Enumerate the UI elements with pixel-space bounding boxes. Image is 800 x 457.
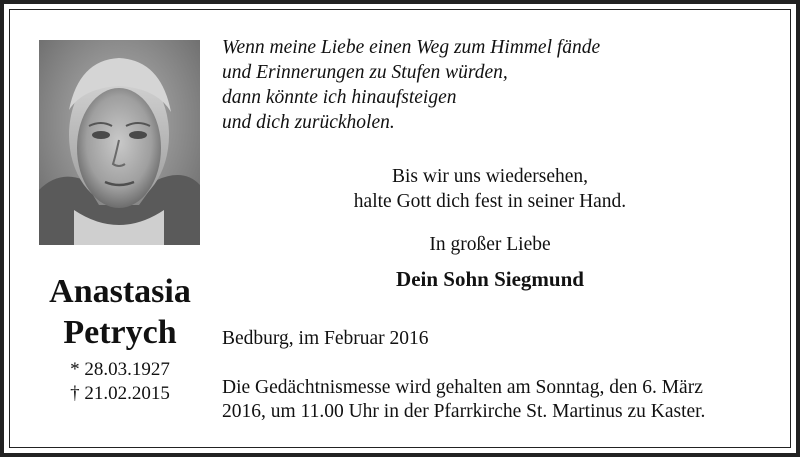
deceased-last-name: Petrych bbox=[63, 314, 177, 351]
signature: Dein Sohn Siegmund bbox=[396, 267, 584, 291]
poem bbox=[222, 35, 600, 135]
portrait-photo bbox=[39, 40, 200, 245]
death-date: † 21.02.2015 bbox=[70, 383, 170, 404]
deceased-first-name: Anastasia bbox=[49, 273, 191, 310]
greeting: In großer Liebe bbox=[429, 234, 551, 255]
verse-line: halte Gott dich fest in seiner Hand. bbox=[353, 191, 627, 212]
poem-line: dann könnte ich hinaufsteigen bbox=[222, 87, 457, 108]
mass-notice bbox=[222, 376, 705, 424]
poem-line: und dich zurückholen. bbox=[222, 112, 395, 133]
portrait-image bbox=[39, 40, 200, 245]
place-date: Bedburg, im Februar 2016 bbox=[222, 328, 429, 349]
notice-line: Die Gedächtnismesse wird gehalten am Sonntag, den 6. März bbox=[222, 377, 703, 398]
birth-date: * 28.03.1927 bbox=[70, 359, 170, 380]
verse bbox=[290, 164, 690, 214]
notice-line: 2016, um 11.00 Uhr in der Pfarrkirche St. Martinus zu Kaster. bbox=[222, 401, 706, 422]
poem-line: und Erinnerungen zu Stufen würden, bbox=[222, 62, 508, 83]
poem-line: Wenn meine Liebe einen Weg zum Himmel fände bbox=[222, 37, 601, 58]
verse-line: Bis wir uns wiedersehen, bbox=[391, 166, 589, 187]
